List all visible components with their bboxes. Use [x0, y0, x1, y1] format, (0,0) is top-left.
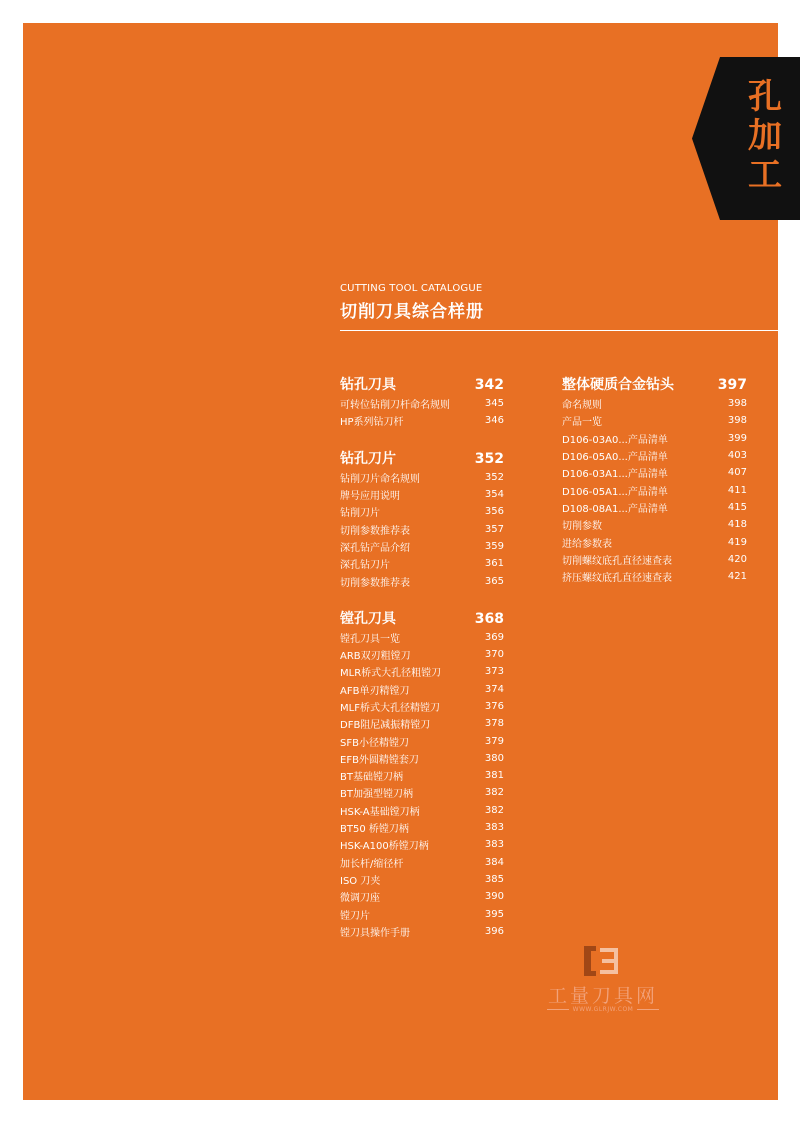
toc-section-title: 整体硬质合金钻头 [562, 377, 674, 393]
toc-entry-page: 369 [484, 631, 504, 643]
toc-entry-label: D108-08A1...产品清单 [562, 503, 668, 515]
toc-entry-page: 346 [484, 415, 504, 427]
toc-entry-label: 镗刀具操作手册 [340, 927, 410, 939]
toc-entry-page: 365 [484, 575, 504, 587]
toc-entry[interactable] [562, 481, 747, 498]
toc-entry-label: D106-03A1...产品清单 [562, 469, 668, 481]
toc-entry-page: 376 [484, 701, 504, 712]
toc-left-column [340, 374, 504, 958]
toc-entry-page: 382 [484, 804, 504, 816]
toc-entry[interactable] [340, 538, 504, 555]
toc-entry-page: 359 [484, 540, 504, 552]
toc-entry-page: 415 [727, 501, 747, 513]
toc-section-heading[interactable] [340, 374, 504, 394]
toc-entry[interactable] [562, 412, 747, 429]
toc-entry-label: HSK-A基础镗刀柄 [340, 806, 420, 818]
toc-entry-label: 进给参数表 [562, 538, 612, 550]
toc-entry[interactable] [562, 551, 747, 568]
toc-entry-page: 374 [484, 683, 504, 695]
watermark-url: WWW.GLRJW.COM [538, 1006, 668, 1013]
toc-entry-label: D106-03A0...产品清单 [562, 434, 668, 446]
toc-entry[interactable] [340, 802, 504, 819]
toc-entry[interactable] [340, 555, 504, 572]
tab-char: 加 [748, 116, 782, 156]
toc-entry-label: 钻削刀片 [340, 508, 380, 520]
header-divider [340, 330, 778, 331]
toc-section-page: 397 [717, 377, 747, 393]
toc-entry-page: 381 [484, 770, 504, 782]
toc-entry[interactable] [340, 732, 504, 749]
toc-entry-label: EFB外圆精镗套刀 [340, 754, 419, 766]
toc-entry-page: 399 [727, 432, 747, 444]
toc-entry[interactable] [340, 836, 504, 853]
toc-entry[interactable] [562, 395, 747, 412]
toc-entry-page: 398 [727, 415, 747, 427]
toc-entry-page: 345 [484, 398, 504, 410]
toc-entry-label: SFB小径精镗刀 [340, 737, 409, 749]
toc-right-column [562, 374, 747, 603]
toc-entry-label: 切削参数推荐表 [340, 525, 410, 537]
toc-entry[interactable] [340, 923, 504, 940]
toc-entry-page: 382 [484, 787, 504, 799]
toc-entry-label: ARB双刃粗镗刀 [340, 651, 411, 663]
toc-entry-label: BT50 桥镗刀柄 [340, 824, 409, 836]
toc-entry-label: 切削螺纹底孔直径速查表 [562, 555, 672, 567]
toc-entry-label: BT基础镗刀柄 [340, 772, 403, 784]
toc-entry-label: DFB阻尼减振精镗刀 [340, 720, 431, 732]
toc-entry-label: 切削参数 [562, 521, 602, 533]
toc-entry-page: 403 [727, 450, 747, 462]
toc-section-heading[interactable] [562, 374, 747, 394]
tab-char: 工 [748, 155, 782, 195]
toc-entry-page: 354 [484, 489, 504, 501]
toc-entry-page: 419 [727, 536, 747, 548]
watermark-logo-icon [582, 944, 622, 978]
toc-entry[interactable] [340, 767, 504, 784]
toc-entry-page: 395 [484, 908, 504, 920]
toc-entry-label: HP系列钻刀杆 [340, 417, 404, 429]
toc-section-heading[interactable] [340, 608, 504, 628]
toc-entry-label: 牌号应用说明 [340, 491, 400, 503]
toc-section-title: 镗孔刀具 [340, 610, 396, 627]
toc-entry[interactable] [562, 533, 747, 550]
toc-entry-label: 微调刀座 [340, 893, 380, 905]
toc-entry-label: D106-05A1...产品清单 [562, 486, 668, 498]
toc-entry-page: 373 [484, 666, 504, 678]
toc-entry-page: 396 [484, 925, 504, 937]
toc-entry[interactable] [340, 681, 504, 698]
toc-entry-label: HSK-A100桥镗刀柄 [340, 841, 429, 853]
toc-entry-label: 深孔钻刀片 [340, 560, 390, 572]
toc-entry-label: D106-05A0...产品清单 [562, 452, 668, 464]
toc-entry-page: 357 [484, 523, 504, 535]
toc-entry[interactable] [340, 784, 504, 801]
toc-entry-label: BT加强型镗刀柄 [340, 789, 413, 801]
toc-entry-label: 深孔钻产品介绍 [340, 542, 410, 554]
toc-entry-page: 418 [727, 519, 747, 531]
toc-section [340, 374, 504, 430]
toc-entry-page: 385 [484, 873, 504, 885]
toc-entry[interactable] [340, 715, 504, 732]
toc-entry[interactable] [340, 646, 504, 663]
toc-entry[interactable] [340, 486, 504, 503]
toc-entry-label: 产品一览 [562, 417, 602, 429]
toc-entry[interactable] [340, 629, 504, 646]
toc-entry[interactable] [562, 447, 747, 464]
toc-entry[interactable] [340, 520, 504, 537]
toc-entry-page: 407 [727, 467, 747, 479]
toc-entry[interactable] [340, 572, 504, 589]
toc-entry[interactable] [340, 905, 504, 922]
toc-entry[interactable] [562, 568, 747, 585]
tab-label [740, 78, 790, 195]
toc-entry[interactable] [340, 395, 504, 412]
toc-entry-label: MLR桥式大孔径粗镗刀 [340, 668, 442, 680]
toc-entry-label: 挤压螺纹底孔直径速查表 [562, 573, 672, 585]
toc-entry-label: 镗孔刀具一览 [340, 633, 400, 645]
toc-entry[interactable] [340, 888, 504, 905]
toc-entry-label: 镗刀片 [340, 910, 370, 922]
toc-entry[interactable] [340, 698, 504, 715]
toc-entry[interactable] [562, 516, 747, 533]
toc-entry-label: 钻削刀片命名规则 [340, 473, 420, 485]
toc-entry[interactable] [562, 430, 747, 447]
toc-entry-page: 411 [727, 484, 747, 496]
toc-section-page: 352 [474, 450, 504, 467]
toc-entry-page: 352 [484, 471, 504, 483]
toc-entry-page: 398 [727, 398, 747, 410]
toc-section [562, 374, 747, 585]
toc-entry-page: 383 [484, 839, 504, 851]
toc-entry-page: 383 [484, 822, 504, 834]
tab-char: 孔 [748, 77, 782, 117]
toc-entry-page: 384 [484, 856, 504, 868]
toc-entry[interactable] [340, 663, 504, 680]
toc-entry-label: AFB单刃精镗刀 [340, 685, 410, 697]
toc-entry[interactable] [340, 503, 504, 520]
toc-entry-label: 加长杆/缩径杆 [340, 858, 404, 870]
toc-entry-page: 379 [484, 735, 504, 747]
toc-entry-page: 380 [484, 752, 504, 764]
toc-entry[interactable] [340, 819, 504, 836]
catalogue-english-title: CUTTING TOOL CATALOGUE [340, 283, 483, 294]
toc-entry[interactable] [340, 469, 504, 486]
toc-section [340, 448, 504, 590]
catalogue-chinese-title: 切削刀具综合样册 [340, 302, 484, 322]
toc-section [340, 608, 504, 940]
toc-entry-page: 361 [484, 558, 504, 570]
toc-entry-page: 378 [484, 718, 504, 730]
watermark-text: 工量刀具网 [547, 985, 658, 1007]
toc-section-heading[interactable] [340, 448, 504, 468]
toc-entry-label: ISO 刀夹 [340, 875, 381, 887]
toc-entry[interactable] [562, 499, 747, 516]
toc-entry-page: 370 [484, 649, 504, 661]
toc-entry[interactable] [340, 412, 504, 429]
toc-section-title: 钻孔刀片 [340, 450, 396, 467]
toc-entry[interactable] [340, 750, 504, 767]
toc-entry-label: 可转位钻削刀杆命名规则 [340, 400, 450, 412]
toc-entry[interactable] [340, 854, 504, 871]
toc-entry-page: 390 [484, 891, 504, 903]
toc-entry-label: 切削参数推荐表 [340, 577, 410, 589]
watermark [538, 944, 668, 1024]
toc-section-page: 368 [474, 610, 504, 627]
toc-entry-page: 420 [727, 553, 747, 565]
toc-entry[interactable] [562, 464, 747, 481]
toc-section-page: 342 [474, 377, 504, 393]
toc-entry-page: 356 [484, 506, 504, 518]
toc-entry[interactable] [340, 871, 504, 888]
toc-entry-label: MLF桥式大孔径精镗刀 [340, 703, 440, 714]
toc-section-title: 钻孔刀具 [340, 377, 396, 393]
toc-entry-page: 421 [727, 571, 747, 583]
toc-entry-label: 命名规则 [562, 400, 602, 412]
